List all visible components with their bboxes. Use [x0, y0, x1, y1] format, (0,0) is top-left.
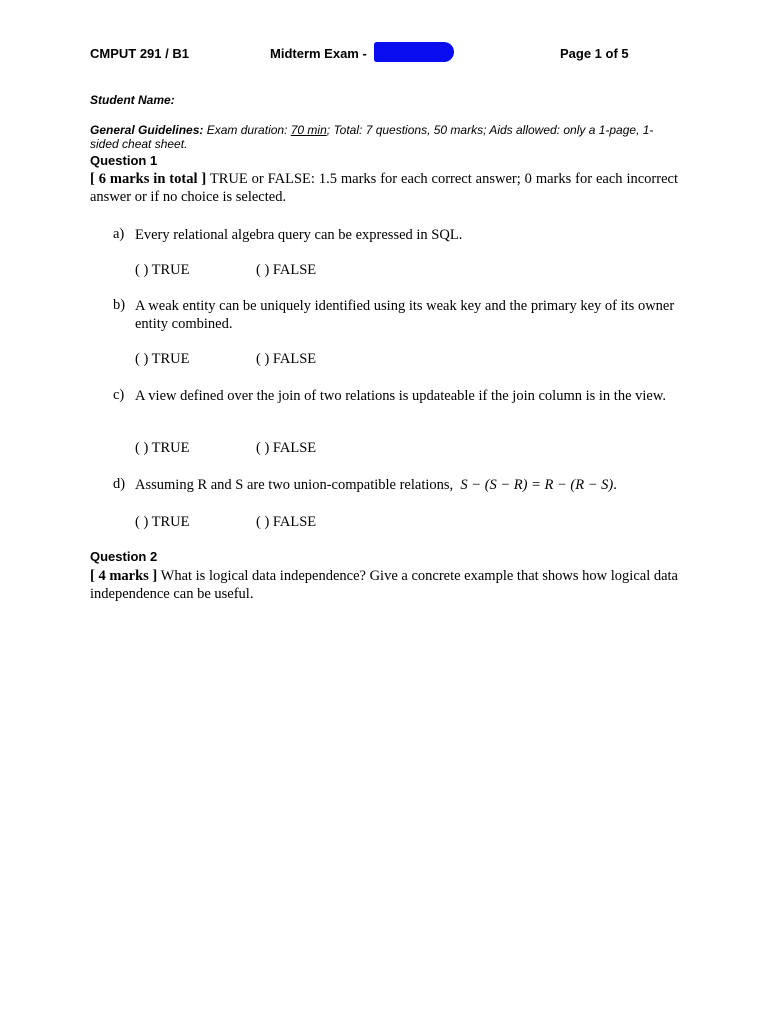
item-d-text-body: Assuming R and S are two union-compatible relations, [135, 477, 454, 493]
item-b-text: A weak entity can be uniquely identified using its weak key and the primary key of its owner entity combined. [135, 298, 675, 332]
guidelines-label: General Guidelines: [90, 123, 204, 137]
student-name-label: Student Name: [90, 93, 175, 107]
question-2-text [90, 567, 678, 603]
redaction-mark [374, 42, 454, 62]
item-d-text [135, 476, 675, 494]
question-1-instructions-text: TRUE or FALSE: 1.5 marks for each correct answer; 0 marks for each incorrect answer or if no choice is selected. [90, 171, 678, 205]
question-1-marks: [ 6 marks in total ] [90, 171, 207, 187]
item-a-false-option[interactable]: ( ) FALSE [256, 262, 317, 278]
item-d-true-option[interactable]: ( ) TRUE [135, 514, 190, 530]
question-1-title: Question 1 [90, 153, 158, 168]
course-code: CMPUT 291 / B1 [90, 46, 189, 61]
guidelines-pre: Exam duration: [203, 123, 291, 137]
item-c-false-option[interactable]: ( ) FALSE [256, 440, 317, 456]
item-c-letter: c) [113, 387, 125, 403]
item-b-false-option[interactable]: ( ) FALSE [256, 351, 317, 367]
question-2-title: Question 2 [90, 549, 158, 564]
page-number: Page 1 of 5 [560, 46, 629, 61]
exam-duration: 70 min [290, 123, 327, 137]
item-d-formula: S − (S − R) = R − (R − S) [460, 477, 614, 493]
item-c-true-option[interactable]: ( ) TRUE [135, 440, 190, 456]
item-a-text: Every relational algebra query can be expressed in SQL. [135, 227, 463, 243]
general-guidelines [90, 123, 680, 151]
item-d-letter: d) [113, 476, 126, 492]
item-b-true-option[interactable]: ( ) TRUE [135, 351, 190, 367]
guidelines-post: ; Total: 7 questions, 50 marks; Aids allowed: only a 1-page, 1-sided cheat sheet. [90, 123, 654, 151]
item-a-true-option[interactable]: ( ) TRUE [135, 262, 190, 278]
question-1-instructions [90, 170, 678, 206]
question-2-marks: [ 4 marks ] [90, 568, 158, 584]
item-d-end: . [613, 477, 617, 493]
item-b-letter: b) [113, 297, 126, 313]
question-2-body: What is logical data independence? Give a concrete example that shows how logical data independence can be useful. [90, 568, 678, 602]
exam-title: Midterm Exam - [270, 46, 367, 61]
item-c-text: A view defined over the join of two relations is updateable if the join column is in the view. [135, 388, 667, 404]
item-d-false-option[interactable]: ( ) FALSE [256, 514, 317, 530]
item-a-letter: a) [113, 226, 125, 242]
